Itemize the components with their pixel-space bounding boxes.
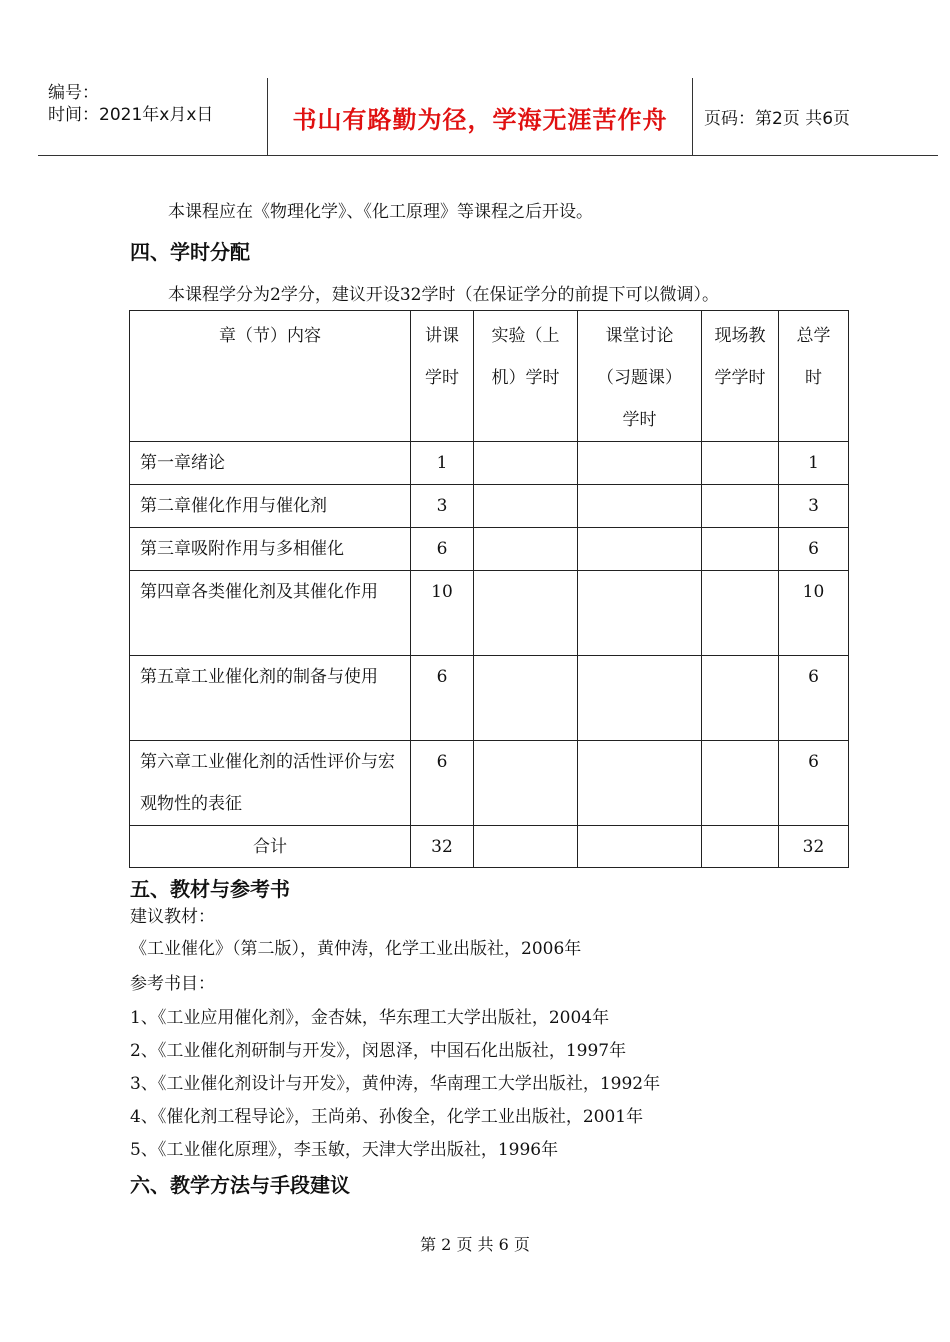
row-lecture: 6 xyxy=(411,656,474,741)
row-field xyxy=(702,528,779,571)
header-lab: 实验（上 机）学时 xyxy=(474,311,578,442)
header-divider-right xyxy=(692,78,693,155)
table-row xyxy=(130,442,849,485)
refs-label: 参考书目： xyxy=(130,974,215,994)
section5-heading: 五、教材与参考书 xyxy=(130,877,290,901)
row-lab xyxy=(474,485,578,528)
total-total: 32 xyxy=(779,826,849,868)
row-lecture: 3 xyxy=(411,485,474,528)
reference-item: 1、《工业应用催化剂》，金杏妹，华东理工大学出版社，2004年 xyxy=(130,1008,610,1028)
row-lab xyxy=(474,741,578,826)
row-discussion xyxy=(578,442,702,485)
row-chapter: 第五章工业催化剂的制备与使用 xyxy=(130,656,411,741)
row-field xyxy=(702,741,779,826)
page-footer: 第 2 页 共 6 页 xyxy=(420,1235,530,1254)
header-page-info: 页码：第2页 共6页 xyxy=(704,109,851,129)
date-label: 时间：2021年x月x日 xyxy=(48,105,214,125)
row-lecture: 10 xyxy=(411,571,474,656)
section6-heading: 六、教学方法与手段建议 xyxy=(130,1173,350,1197)
table-row xyxy=(130,485,849,528)
row-total: 10 xyxy=(779,571,849,656)
row-chapter: 第四章各类催化剂及其催化作用 xyxy=(130,571,411,656)
prereq-paragraph: 本课程应在《物理化学》、《化工原理》等课程之后开设。 xyxy=(168,202,593,222)
row-total: 3 xyxy=(779,485,849,528)
row-total: 6 xyxy=(779,656,849,741)
row-field xyxy=(702,656,779,741)
total-discussion xyxy=(578,826,702,868)
header-total: 总学 时 xyxy=(779,311,849,442)
row-total: 1 xyxy=(779,442,849,485)
row-lecture: 1 xyxy=(411,442,474,485)
total-lecture: 32 xyxy=(411,826,474,868)
row-field xyxy=(702,442,779,485)
row-chapter: 第三章吸附作用与多相催化 xyxy=(130,528,411,571)
row-chapter: 第六章工业催化剂的活性评价与宏观物性的表征 xyxy=(130,741,411,826)
row-field xyxy=(702,485,779,528)
total-label: 合计 xyxy=(130,826,411,868)
row-lecture: 6 xyxy=(411,741,474,826)
row-lab xyxy=(474,528,578,571)
table-row xyxy=(130,656,849,741)
reference-item: 3、《工业催化剂设计与开发》，黄仲涛，华南理工大学出版社，1992年 xyxy=(130,1074,661,1094)
reference-item: 2、《工业催化剂研制与开发》，闵恩泽，中国石化出版社，1997年 xyxy=(130,1041,627,1061)
row-discussion xyxy=(578,741,702,826)
serial-label: 编号： xyxy=(48,83,99,103)
row-discussion xyxy=(578,656,702,741)
header-discussion: 课堂讨论 （习题课） 学时 xyxy=(578,311,702,442)
hours-table xyxy=(129,310,849,868)
row-discussion xyxy=(578,528,702,571)
textbook-entry: 《工业催化》（第二版），黄仲涛，化学工业出版社，2006年 xyxy=(130,939,582,959)
section4-heading: 四、学时分配 xyxy=(130,240,250,264)
header-motto: 书山有路勤为径，学海无涯苦作舟 xyxy=(292,106,668,134)
header-chapter: 章（节）内容 xyxy=(130,311,411,442)
row-discussion xyxy=(578,571,702,656)
row-lab xyxy=(474,571,578,656)
row-discussion xyxy=(578,485,702,528)
row-field xyxy=(702,571,779,656)
table-header-row xyxy=(130,311,849,442)
textbook-label: 建议教材： xyxy=(130,907,215,927)
header-lecture: 讲课 学时 xyxy=(411,311,474,442)
row-total: 6 xyxy=(779,741,849,826)
header-rule xyxy=(38,155,938,156)
row-chapter: 第二章催化作用与催化剂 xyxy=(130,485,411,528)
reference-item: 4、《催化剂工程导论》，王尚弟、孙俊全，化学工业出版社，2001年 xyxy=(130,1107,644,1127)
total-field xyxy=(702,826,779,868)
header-field: 现场教 学学时 xyxy=(702,311,779,442)
row-lab xyxy=(474,656,578,741)
table-total-row xyxy=(130,826,849,868)
row-total: 6 xyxy=(779,528,849,571)
row-lab xyxy=(474,442,578,485)
section4-intro: 本课程学分为2学分，建议开设32学时（在保证学分的前提下可以微调）。 xyxy=(168,285,719,305)
row-lecture: 6 xyxy=(411,528,474,571)
reference-item: 5、《工业催化原理》，李玉敏，天津大学出版社，1996年 xyxy=(130,1140,559,1160)
table-row xyxy=(130,528,849,571)
table-row xyxy=(130,741,849,826)
total-lab xyxy=(474,826,578,868)
table-row xyxy=(130,571,849,656)
row-chapter: 第一章绪论 xyxy=(130,442,411,485)
